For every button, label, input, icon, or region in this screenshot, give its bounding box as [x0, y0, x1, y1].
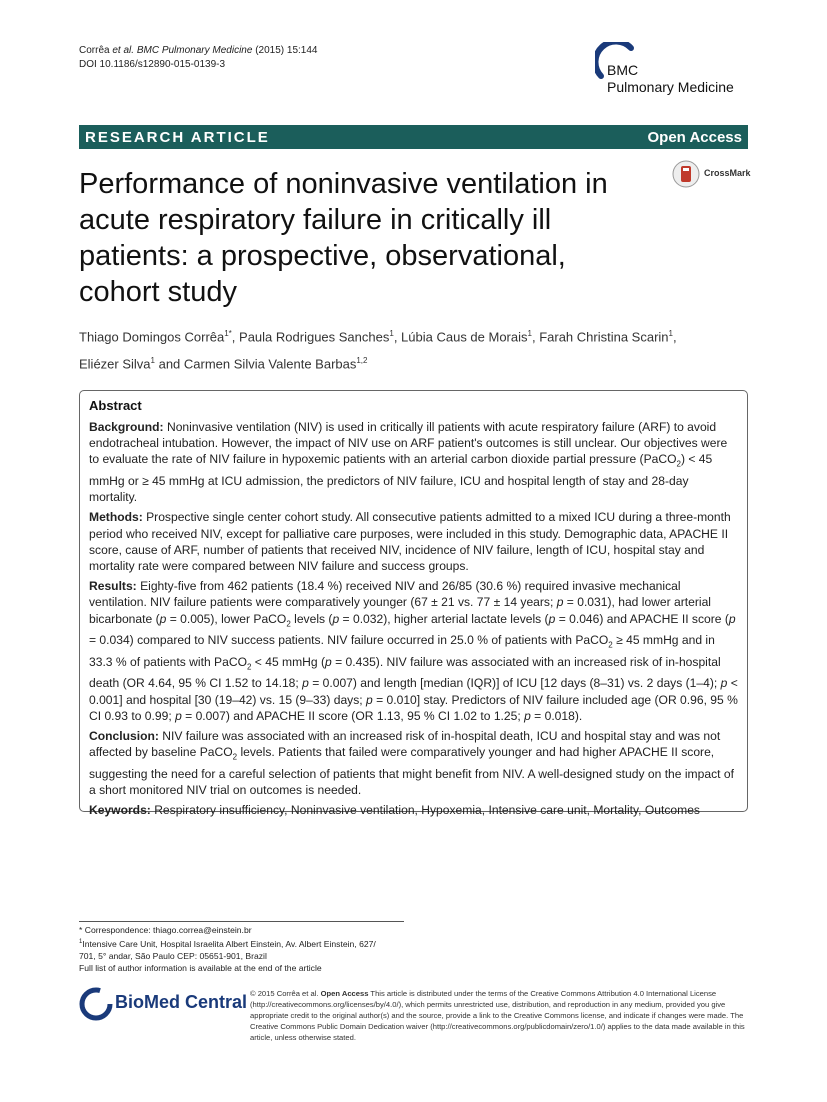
- abstract-methods: Methods: Prospective single center cohort study. All consecutive patients admitted to a mixed ICU during a three-month period who received NIV, except for palliative care purposes, were included in this study. Demographic data, APACHE II score, cause of ARF, number of patients that received NIV, incidence of NIV failure, length of ICU, hospital stay and mortality rate were compared between NIV failure and success groups.: [89, 510, 731, 574]
- abstract-conclusion: Conclusion: NIV failure was associated with an increased risk of in-hospital death, ICU and hospital stay and was not affected by baseline PaCO$_2$ levels. Patients that failed were comparatively younger and had higher APACHE II score, suggesting the need for a careful selection of patients that might benefit from NIV. A well-designed study on the impact of a short monitored NIV trial on outcomes is needed.: [89, 729, 734, 798]
- article-title: [79, 166, 659, 310]
- open-access-label: Open Access: [647, 128, 742, 146]
- publisher-logo: [79, 987, 248, 1021]
- citation-line: Corrêa et al. BMC Pulmonary Medicine (2015) 15:144: [79, 45, 318, 56]
- biomed-central-logo-icon: [79, 987, 113, 1021]
- title-line: Performance of noninvasive ventilation in: [79, 168, 608, 200]
- full-author-info-note: Full list of author information is available at the end of the article: [79, 962, 322, 973]
- affiliation: $^1$Intensive Care Unit, Hospital Israelita Albert Einstein, Av. Albert Einstein, 627/: [79, 938, 376, 949]
- journal-name: [607, 62, 734, 96]
- journal-line-1: BMC: [607, 62, 639, 78]
- abstract-background: Background: Noninvasive ventilation (NIV) is used in critically ill patients with acute respiratory failure (ARF) to avoid endotracheal intubation. However, the impact of NIV use on ARF patient's outcomes is still unclear. Our objectives were to evaluate the rate of NIV failure in hypoxemic patients with an arterial carbon dioxide partial pressure (PaCO$_2$) < 45 mmHg or ≥ 45 mmHg at ICU admission, the predictors of NIV failure, ICU and hospital length of stay and 28-day mortality.: [89, 420, 728, 505]
- correspondence: * Correspondence: thiago.correa@einstein.br: [79, 925, 252, 935]
- research-article-label: RESEARCH ARTICLE: [85, 128, 270, 146]
- title-line: cohort study: [79, 276, 237, 308]
- abstract-box: [79, 390, 748, 818]
- license-text: © 2015 Corrêa et al. Open Access This article is distributed under the terms of the Creative Commons Attribution 4.0 International License (http://creativecommons.org/licenses/by/4.0/), which permits unrestricted use, distribution, and reproduction in any medium, provided you give appropriate credit to the original author(s) and the source, provide a link to the Creative Commons license, and indicate if changes were made. The Creative Commons Public Domain Dedication waiver (http://creativecommons.org/publicdomain/zero/1.0/) applies to the data made available in this article, unless otherwise stated.: [250, 989, 745, 1042]
- title-line: patients: a prospective, observational,: [79, 240, 566, 272]
- abstract-keywords: Keywords: Respiratory insufficiency, Noninvasive ventilation, Hypoxemia, Intensive care unit, Mortality, Outcomes: [89, 803, 700, 818]
- footnote-divider: [79, 921, 404, 922]
- journal-line-2: Pulmonary Medicine: [607, 79, 734, 95]
- journal-logo: [595, 42, 755, 102]
- abstract-heading: Abstract: [89, 398, 142, 413]
- crossmark-badge[interactable]: [672, 160, 752, 188]
- author-list: Thiago Domingos Corrêa$^{1*}$, Paula Rodrigues Sanches$^1$, Lúbia Caus de Morais$^1$, Farah Christina Scarin$^1$, Eliézer Silva$^1$ and Carmen Silvia Valente Barbas$^{1,2}$: [79, 329, 677, 372]
- article-type-banner: [79, 125, 748, 149]
- citation: [79, 44, 317, 72]
- footnotes: [79, 924, 419, 974]
- affiliation-line-2: 701, 5° andar, São Paulo CEP: 05651-901, Brazil: [79, 950, 267, 961]
- crossmark-icon: [672, 160, 700, 188]
- publisher-name: BioMed Central: [115, 992, 248, 1012]
- title-line: acute respiratory failure in critically ill: [79, 204, 552, 236]
- abstract-results: Results: Eighty-five from 462 patients (18.4 %) received NIV and 26/85 (30.6 %) required invasive mechanical ventilation. NIV failure patients were comparatively younger (67 ± 21 vs. 77 ± 14 years; p = 0.031), had lower arterial bicarbonate (p = 0.005), lower PaCO$_2$ levels (p = 0.032), higher arterial lactate levels (p = 0.046) and APACHE II score (p = 0.034) compared to NIV success patients. NIV failure occurred in 25.0 % of patients with PaCO$_2$ ≥ 45 mmHg and in 33.3 % of patients with PaCO$_2$ < 45 mmHg (p = 0.435). NIV failure was associated with an increased risk of in-hospital death (OR 4.64, 95 % CI 1.52 to 14.18; p = 0.007) and length [median (IQR)] of ICU [12 days (8–31) vs. 2 days (1–4); p < 0.001] and hospital [30 (19–42) vs. 15 (9–33) days; p = 0.010] stay. Predictors of NIV failure included age (OR 0.96, 95 % CI 0.93 to 0.99; p = 0.007) and APACHE II score (OR 1.13, 95 % CI 1.02 to 1.25; p = 0.018).: [89, 579, 738, 723]
- doi: DOI 10.1186/s12890-015-0139-3: [79, 59, 226, 70]
- crossmark-label: CrossMark: [704, 168, 751, 178]
